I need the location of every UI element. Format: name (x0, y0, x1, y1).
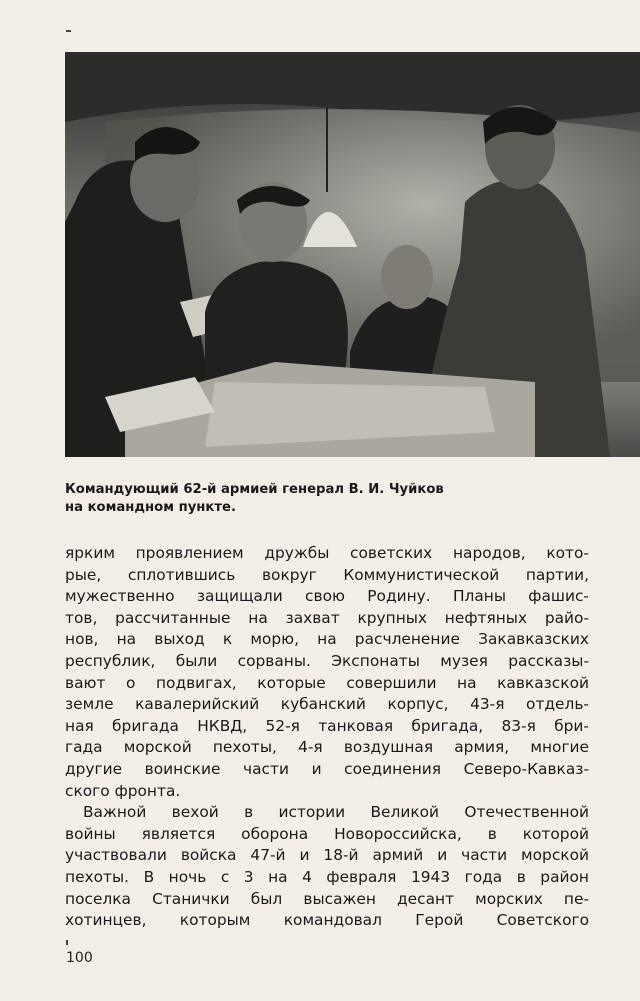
text-line: рые, сплотившись вокруг Коммунистической партии, (65, 565, 589, 584)
text-line: ского фронта. (65, 781, 181, 800)
text-line: вают о подвигах, которые совершили на кавказской (65, 673, 589, 692)
photo-caption (65, 481, 625, 517)
caption-line: Командующий 62-й армией генерал В. И. Чуйков (65, 482, 444, 497)
text-line: мужественно защищали свою Родину. Планы фашис- (65, 587, 589, 606)
text-line: войны является оборона Новороссийска, в которой (65, 824, 589, 843)
page-mark (66, 940, 68, 945)
text-line: ярким проявлением дружбы советских народов, кото- (65, 544, 589, 562)
text-line: нов, на выход к морю, на расчленение Закавказских (65, 630, 589, 649)
text-line: участвовали войска 47-й и 18-й армий и части морской (65, 846, 589, 865)
text-line: ная бригада НКВД, 52-я танковая бригада, 83-я бри- (65, 716, 589, 735)
body-text (65, 543, 589, 932)
text-line: хотинцев, которым командовал Герой Советского (65, 911, 589, 930)
text-line: гада морской пехоты, 4-я воздушная армия, многие (65, 738, 589, 757)
photograph (65, 52, 640, 457)
text-line: Важной вехой в истории Великой Отечественной (83, 803, 589, 822)
photo-illustration (65, 52, 640, 457)
page-number: 100 (66, 950, 93, 966)
caption-line: на командном пункте. (65, 500, 236, 515)
page-mark (66, 30, 71, 32)
text-line: республик, были сорваны. Экспонаты музея рассказы- (65, 651, 589, 670)
text-line: поселка Станички был высажен десант морских пе- (65, 889, 589, 908)
text-line: земле кавалерийский кубанский корпус, 43-я отдель- (65, 695, 589, 714)
text-line: тов, рассчитанные на захват крупных нефтяных райо- (65, 608, 589, 627)
text-line: пехоты. В ночь с 3 на 4 февраля 1943 года в район (65, 867, 589, 886)
text-line: другие воинские части и соединения Северо-Кавказ- (65, 759, 589, 778)
